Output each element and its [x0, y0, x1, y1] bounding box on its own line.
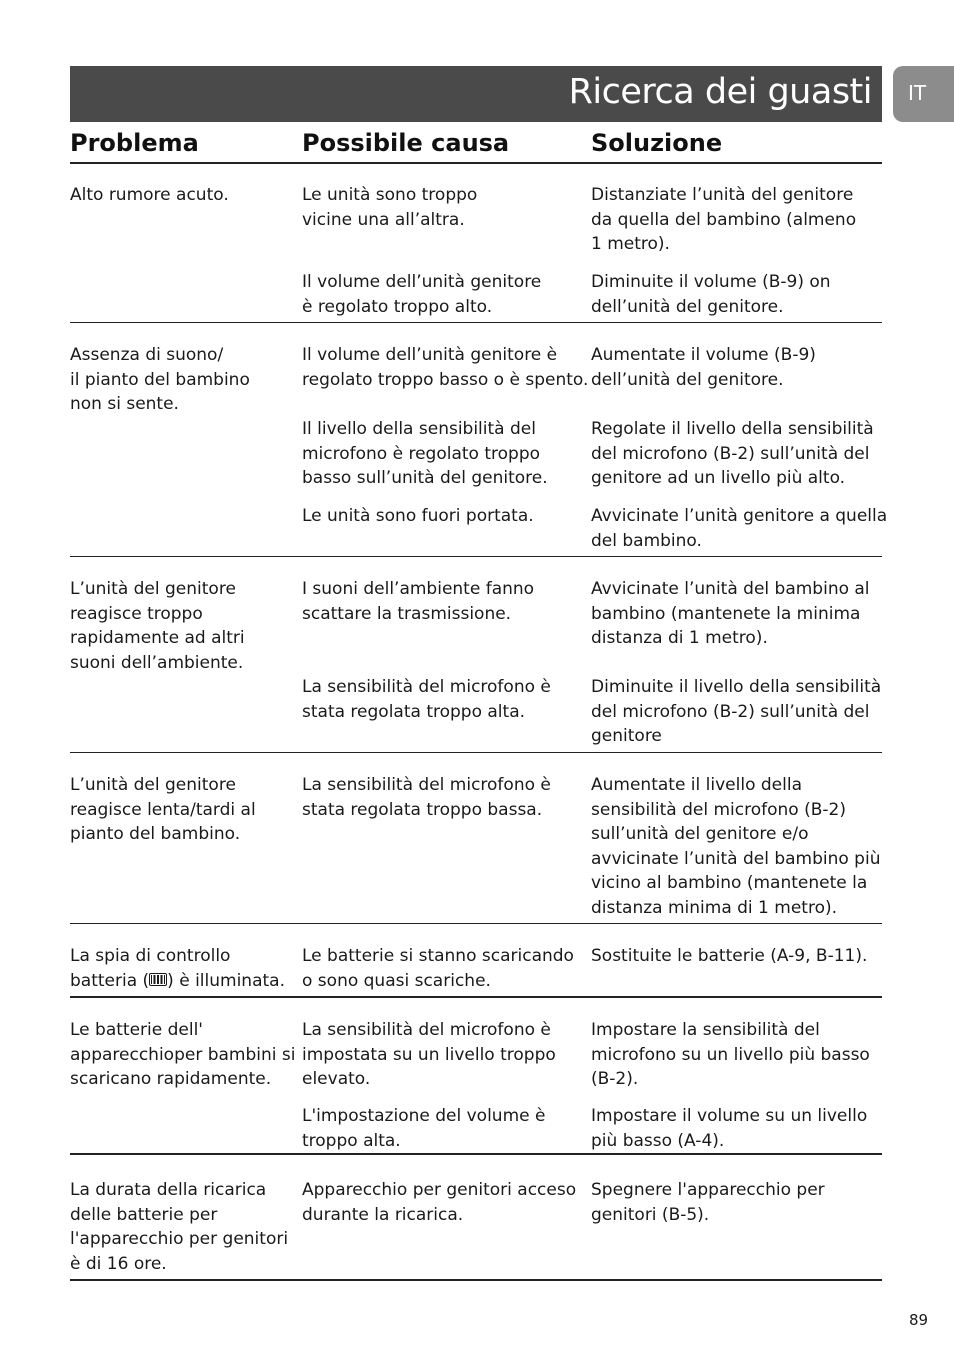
- solution-cell-line: Impostare il volume su un livello: [591, 1106, 868, 1126]
- problem-cell-line: La durata della ricarica: [70, 1180, 267, 1200]
- row-divider: [70, 1279, 882, 1281]
- solution-cell-line: Spegnere l'apparecchio per: [591, 1180, 825, 1200]
- cause-cell-line: La sensibilità del microfono è: [302, 677, 551, 697]
- row-divider: [70, 556, 882, 557]
- solution-cell-line: distanza minima di 1 metro).: [591, 897, 838, 918]
- solution-cell-line: genitori (B-5).: [591, 1204, 710, 1225]
- column-header-problem: Problema: [70, 129, 199, 157]
- problem-cell-line: L’unità del genitore: [70, 579, 236, 599]
- cause-cell-line: Apparecchio per genitori acceso: [302, 1180, 577, 1200]
- cause-cell-line: La sensibilità del microfono è: [302, 1020, 551, 1040]
- page-title: Ricerca dei guasti: [568, 72, 872, 112]
- problem-cell-line: suoni dell’ambiente.: [70, 652, 244, 673]
- cause-cell-line: durante la ricarica.: [302, 1204, 464, 1225]
- solution-cell-line: genitore ad un livello più alto.: [591, 468, 846, 488]
- problem-cell-line: Assenza di suono/: [70, 345, 224, 365]
- cause-cell: [302, 270, 541, 319]
- solution-cell-line: sull’unità del genitore e/o: [591, 824, 809, 844]
- problem-cell-line: scaricano rapidamente.: [70, 1069, 272, 1089]
- solution-cell-line: Regolate il livello della sensibilità: [591, 419, 874, 439]
- cause-cell: [302, 1018, 556, 1092]
- problem-cell-line: apparecchioper bambini si: [70, 1044, 296, 1065]
- cause-cell-line: La sensibilità del microfono è: [302, 775, 551, 795]
- language-tab: [893, 66, 954, 122]
- language-label: IT: [908, 81, 927, 105]
- cause-cell: [302, 183, 477, 232]
- problem-cell-line: Le batterie dell': [70, 1020, 203, 1040]
- solution-cell: [591, 270, 831, 319]
- cause-cell: [302, 675, 551, 724]
- cause-cell: [302, 504, 534, 529]
- solution-cell-line: vicino al bambino (mantenete la: [591, 873, 868, 893]
- problem-cell: [70, 944, 285, 993]
- solution-cell-line: Avvicinate l’unità del bambino al: [591, 579, 870, 599]
- solution-cell-line: (B-2).: [591, 1069, 639, 1089]
- problem-cell-line: reagisce lenta/tardi al: [70, 799, 256, 820]
- row-divider: [70, 996, 882, 998]
- problem-cell: [70, 577, 245, 675]
- cause-cell-line: basso sull’unità del genitore.: [302, 468, 548, 488]
- column-header-cause: Possibile causa: [302, 129, 510, 157]
- problem-cell-line: L’unità del genitore: [70, 775, 236, 795]
- solution-cell: [591, 577, 870, 651]
- cause-cell-line: elevato.: [302, 1069, 371, 1089]
- problem-cell: [70, 1018, 296, 1092]
- problem-cell-line: l'apparecchio per genitori: [70, 1229, 289, 1249]
- problem-cell-line: è di 16 ore.: [70, 1253, 167, 1274]
- cause-cell-line: I suoni dell’ambiente fanno: [302, 579, 535, 599]
- solution-cell: [591, 773, 880, 920]
- cause-cell: [302, 1178, 576, 1227]
- solution-cell-line: sensibilità del microfono (B-2): [591, 799, 846, 820]
- solution-cell-line: Avvicinate l’unità genitore a quella: [591, 506, 888, 526]
- cause-cell-line: Il livello della sensibilità del: [302, 419, 536, 439]
- row-divider: [70, 322, 882, 323]
- column-header-solution: Soluzione: [591, 129, 723, 157]
- problem-cell-line: Alto rumore acuto.: [70, 185, 229, 205]
- cause-cell: [302, 773, 551, 822]
- cause-cell-line: impostata su un livello troppo: [302, 1044, 556, 1065]
- solution-cell: [591, 944, 867, 969]
- solution-cell: [591, 1018, 870, 1092]
- solution-cell: [591, 183, 856, 257]
- solution-cell: [591, 1178, 825, 1227]
- cause-cell-line: Il volume dell’unità genitore: [302, 272, 542, 292]
- cause-cell-line: vicine una all’altra.: [302, 209, 465, 230]
- cause-cell: [302, 417, 548, 491]
- problem-cell-line: pianto del bambino.: [70, 824, 241, 844]
- problem-cell-line: il pianto del bambino: [70, 369, 250, 390]
- problem-cell-line: non si sente.: [70, 394, 179, 414]
- solution-cell-line: Distanziate l’unità del genitore: [591, 185, 854, 205]
- solution-cell-line: dell’unità del genitore.: [591, 369, 784, 390]
- battery-icon: [149, 973, 167, 986]
- cause-cell-line: stata regolata troppo bassa.: [302, 799, 543, 820]
- problem-cell-line: delle batterie per: [70, 1204, 218, 1225]
- row-divider: [70, 923, 882, 924]
- problem-text: batteria (: [70, 970, 150, 991]
- problem-cell: [70, 1178, 288, 1276]
- solution-cell: [591, 504, 887, 553]
- row-divider: [70, 752, 882, 753]
- problem-cell-line: reagisce troppo: [70, 603, 203, 624]
- page-number: 89: [909, 1311, 929, 1329]
- solution-cell-line: 1 metro).: [591, 234, 670, 254]
- solution-cell-line: Diminuite il volume (B-9) on: [591, 272, 831, 292]
- cause-cell-line: regolato troppo basso o è spento.: [302, 369, 589, 390]
- cause-cell-line: stata regolata troppo alta.: [302, 701, 526, 722]
- cause-cell: [302, 577, 534, 626]
- solution-cell-line: da quella del bambino (almeno: [591, 209, 857, 230]
- solution-cell-line: più basso (A-4).: [591, 1130, 725, 1151]
- solution-cell-line: del bambino.: [591, 530, 702, 551]
- solution-cell: [591, 675, 881, 749]
- problem-cell: [70, 183, 229, 208]
- solution-cell: [591, 1104, 867, 1153]
- solution-cell-line: del microfono (B-2) sull’unità del: [591, 701, 870, 722]
- solution-cell-line: distanza di 1 metro).: [591, 628, 768, 648]
- solution-cell-line: dell’unità del genitore.: [591, 296, 784, 317]
- solution-cell: [591, 417, 874, 491]
- problem-cell-line: La spia di controllo: [70, 946, 231, 966]
- cause-cell-line: è regolato troppo alto.: [302, 296, 493, 317]
- solution-cell-line: avvicinate l’unità del bambino più: [591, 848, 881, 869]
- solution-cell-line: genitore: [591, 726, 662, 746]
- cause-cell-line: Le unità sono fuori portata.: [302, 506, 534, 526]
- cause-cell-line: Le unità sono troppo: [302, 185, 478, 205]
- cause-cell: [302, 343, 588, 392]
- cause-cell-line: Il volume dell’unità genitore è: [302, 345, 558, 365]
- solution-cell: [591, 343, 816, 392]
- cause-cell-line: o sono quasi scariche.: [302, 970, 491, 991]
- solution-cell-line: Aumentate il volume (B-9): [591, 345, 816, 365]
- solution-cell-line: microfono su un livello più basso: [591, 1044, 870, 1065]
- solution-cell-line: bambino (mantenete la minima: [591, 603, 861, 624]
- problem-cell: [70, 343, 250, 417]
- cause-cell: [302, 944, 574, 993]
- cause-cell-line: Le batterie si stanno scaricando: [302, 946, 574, 966]
- header-divider: [70, 162, 882, 164]
- solution-cell-line: Diminuite il livello della sensibilità: [591, 677, 882, 697]
- solution-cell-line: Impostare la sensibilità del: [591, 1020, 820, 1040]
- cause-cell-line: microfono è regolato troppo: [302, 443, 541, 464]
- solution-cell-line: Aumentate il livello della: [591, 775, 802, 795]
- cause-cell: [302, 1104, 545, 1153]
- solution-cell-line: del microfono (B-2) sull’unità del: [591, 443, 870, 464]
- solution-cell-line: Sostituite le batterie (A-9, B-11).: [591, 946, 868, 966]
- problem-cell-line: [70, 969, 285, 994]
- problem-cell-line: rapidamente ad altri: [70, 628, 245, 648]
- row-divider: [70, 1153, 882, 1155]
- section-header-bar: [70, 66, 882, 122]
- cause-cell-line: troppo alta.: [302, 1130, 401, 1151]
- cause-cell-line: scattare la trasmissione.: [302, 603, 512, 624]
- problem-text: ) è illuminata.: [167, 970, 285, 991]
- cause-cell-line: L'impostazione del volume è: [302, 1106, 546, 1126]
- problem-cell: [70, 773, 256, 847]
